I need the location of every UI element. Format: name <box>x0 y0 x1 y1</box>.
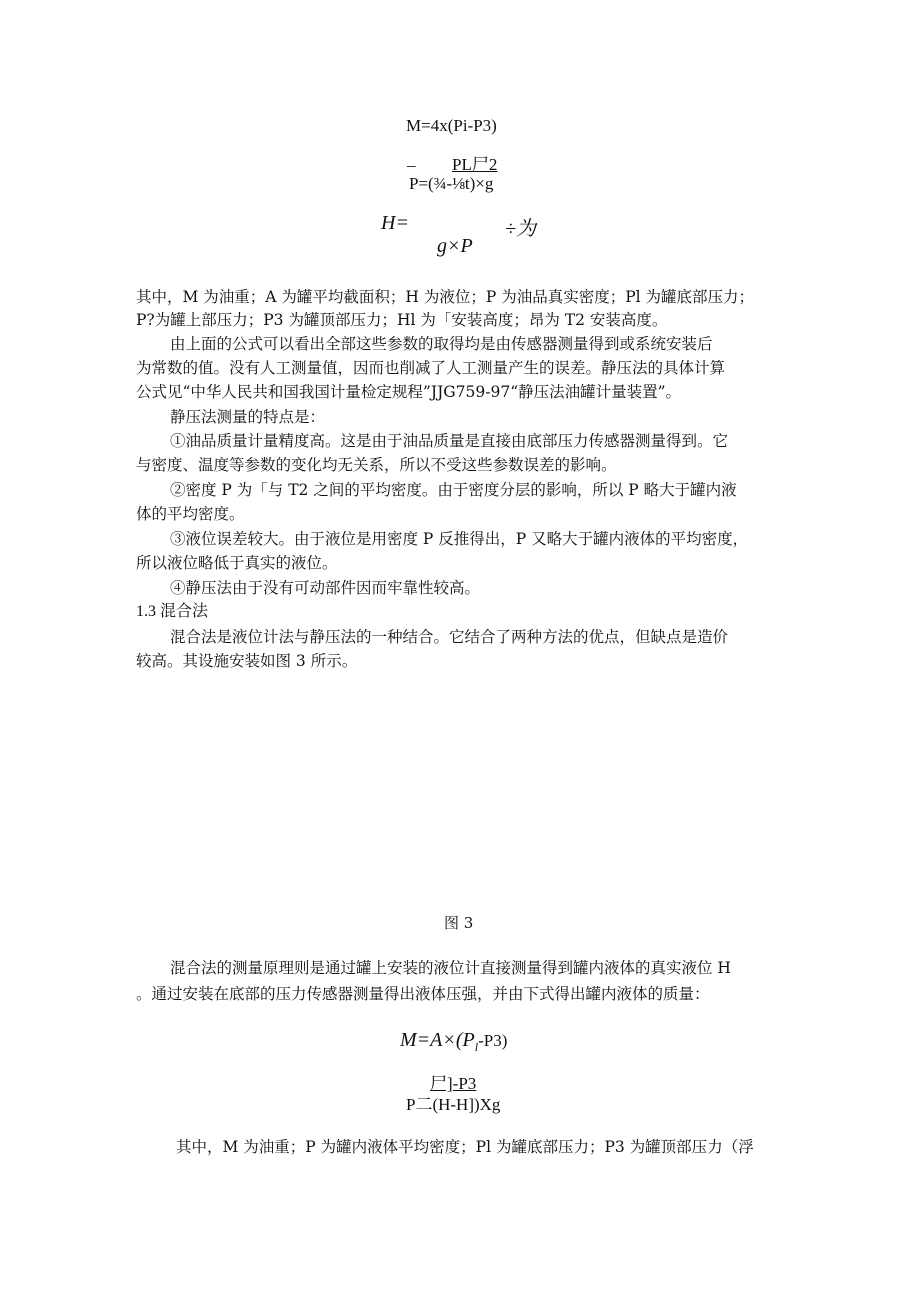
paragraph-line: 由上面的公式可以看出全部这些参数的取得均是由传感器测量得到或系统安装后 <box>170 335 713 353</box>
formula-mixed-mass <box>400 1029 507 1055</box>
formula-level-denominator: g×P <box>437 235 473 257</box>
paragraph-line: 静压法测量的特点是： <box>170 408 326 426</box>
figure-caption: 图 3 <box>444 914 474 932</box>
formula-part: M=A×(P <box>400 1029 475 1051</box>
list-item: ①油品质量计量精度高。这是由于油品质量是直接由底部压力传感器测量得到。它 <box>170 432 729 450</box>
formula-mixed-density: P二(H-H])Xg <box>406 1095 501 1114</box>
formula-fraction-prefix: _ <box>407 150 416 169</box>
formula-density: P=(¾-⅛t)×g <box>409 174 494 193</box>
paragraph-line: 其中，M 为油重；P 为罐内液体平均密度；Pl 为罐底部压力；P3 为罐顶部压力（浮 <box>176 1138 754 1156</box>
formula-subscript: l <box>474 1040 479 1054</box>
formula-mixed-numerator: 尸]-P3 <box>430 1074 477 1093</box>
paragraph-line: 为常数的值。没有人工测量值，因而也削减了人工测量产生的误差。静压法的具体计算 <box>136 359 726 377</box>
paragraph-line: 公式见“中华人民共和国我国计量检定规程”JJG759-97“静压法油罐计量装置”。 <box>136 383 682 401</box>
list-item: ④静压法由于没有可动部件因而牢靠性较高。 <box>170 579 481 597</box>
paragraph-line: 混合法的测量原理则是通过罐上安装的液位计直接测量得到罐内液体的真实液位 H <box>170 959 731 977</box>
paragraph-line: 其中，M 为油重；A 为罐平均截面积；H 为液位；P 为油品真实密度；Pl 为罐底部压力； <box>136 288 755 306</box>
paragraph-line: 。通过安装在底部的压力传感器测量得出液体压强，并由下式得出罐内液体的质量： <box>136 985 710 1003</box>
paragraph-line: 混合法是液位计法与静压法的一种结合。它结合了两种方法的优点，但缺点是造价 <box>170 628 729 646</box>
paragraph-line: 较高。其设施安装如图 3 所示。 <box>136 652 358 670</box>
list-item-continued: 所以液位略低于真实的液位。 <box>136 554 338 572</box>
formula-level-left: H= <box>381 212 409 234</box>
formula-numerator: PL尸2 <box>452 155 498 174</box>
list-item-continued: 与密度、温度等参数的变化均无关系，所以不受这些参数误差的影响。 <box>136 456 617 474</box>
list-item: ②密度 P 为「与 T2 之间的平均密度。由于密度分层的影响，所以 P 略大于罐内液 <box>170 481 737 499</box>
formula-mass: M=4x(Pi-P3) <box>406 116 497 135</box>
formula-level-right: ÷为 <box>505 218 536 240</box>
paragraph-line: P?为罐上部压力；P3 为罐顶部压力；Hl 为「安装高度；昂为 T2 安装高度。 <box>136 311 668 329</box>
list-item: ③液位误差较大。由于液位是用密度 P 反推得出，P 又略大于罐内液体的平均密度， <box>170 530 749 548</box>
list-item-continued: 体的平均密度。 <box>136 505 245 523</box>
section-heading: 1.3 混合法 <box>136 603 209 620</box>
formula-part: -P3) <box>478 1031 508 1050</box>
